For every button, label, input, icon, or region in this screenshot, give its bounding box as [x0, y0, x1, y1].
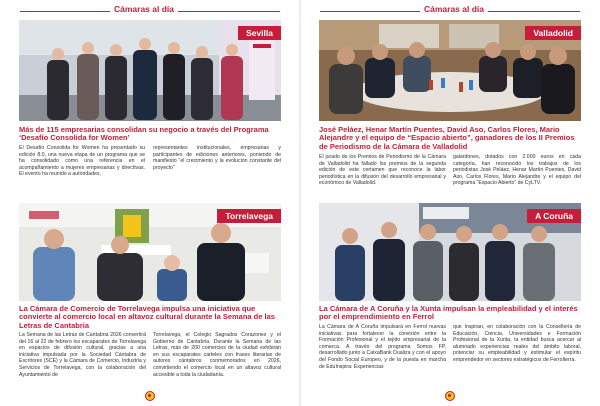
article-photo-sevilla — [19, 20, 281, 121]
article-body-col2: Torrelavega, el Colegio Sagrados Corazones y el Gobierno de Cantabria. Durante la Semana de las Letras, más de 200 comercios de la ciudad exhibirán en sus escaparates carteles con frases literarias de autores cántabros conmemorados en 2026, convirtiendo el comercio local en un altavoz cultural accesible a toda la ciudadanía. — [153, 332, 281, 378]
article-body-col1: El jurado de los Premios de Periodismo de la Cámara de Valladolid ha fallado los premios de la segunda edición de este certamen que reconoce la labor periodística en la difusión del desarrollo empresarial y económico de Valladolid. — [319, 154, 446, 187]
page-right — [300, 0, 600, 406]
article-body-col2: representantes institucionales, empresarias y participantes de ediciones anteriores, poniendo de manifiesto “el crecimiento y la evolución constante del proyecto” — [153, 145, 281, 171]
article-headline: La Cámara de Comercio de Torrelavega impulsa una iniciativa que convierte al comercio local en altavoz cultural durante la Semana de las Letras de Cantabria — [19, 304, 275, 330]
article-body-col2: galardones, dotados con 2.000 euros en cada categoría, han reconocido los trabajos de los periodistas José Peláez, Henar Martín Puentes, David Aso, Carlos Flores, Mario Alejandre y el equipo del programa “Espacio Abierto” de CyLTV. — [453, 154, 581, 187]
city-tag: Valladolid — [525, 26, 581, 40]
article-body-col2: que Inspiran, en colaboración con la Consellería de Educación, Ciencia, Universidades e Formación Profesional de la Xunta, la entidad busca acercar al alumnado experiencias reales del ámbito laboral, potenciar su empleabilidad y estimular el espíritu emprendedor en sectores estratégicos de Ferrolterra. — [453, 324, 581, 363]
camara-logo — [145, 391, 155, 401]
camara-logo — [445, 391, 455, 401]
article-photo-torrelavega — [19, 203, 281, 301]
city-tag: A Coruña — [527, 209, 581, 223]
page-header-title: Cámaras al día — [420, 4, 488, 14]
page-header-title: Cámaras al día — [110, 4, 178, 14]
article-body-col1: El Desafío Consolida for Women ha presentado su edición 8.0, una nueva etapa de un programa que se ha consolidado como una referencia en el acompañamiento a mujeres empresarias y directivas. El evento ha reunido a autoridades, — [19, 145, 145, 178]
article-body-col1: La Cámara de A Coruña impulsará en Ferrol nuevas iniciativas para fortalecer la conexión entre la Formación Profesional y el tejido empresarial de la comarca. A través del programa Somos FP, desarrollado junto a CaixaBank Dualiza y con el apoyo del Fondo Social Europeo, y de la puesta en marcha de EduInspira: Experiencias — [319, 324, 446, 370]
article-photo-a-coruna — [319, 203, 581, 301]
article-photo-valladolid — [319, 20, 581, 121]
city-tag: Sevilla — [238, 26, 281, 40]
article-headline: Más de 115 empresarias consolidan su negocio a través del Programa ‘Desafío Consolida for Women’ — [19, 125, 269, 143]
article-headline: José Peláez, Henar Martín Puentes, David Aso, Carlos Flores, Mario Alejandre y el equipo de “Espacio abierto”, ganadores de los II Premios de Periodismo de la Cámara de Valladolid — [319, 125, 575, 151]
article-body-col1: La Semana de las Letras de Cantabria 2026 convertirá del 16 al 22 de febrero los escaparates de Torrelavega en espacios de difusión cultural, gracias a una iniciativa impulsada por la Sociedad Cántabra de Escritores (SCE) y la Cámara de Comercio, Industria y Servicios de Torrelavega, con la colaboración del Ayuntamiento de — [19, 332, 146, 378]
city-tag: Torrelavega — [217, 209, 281, 223]
article-headline: La Cámara de A Coruña y la Xunta impulsan la empleabilidad y el interés por el emprendimiento en Ferrol — [319, 304, 578, 322]
